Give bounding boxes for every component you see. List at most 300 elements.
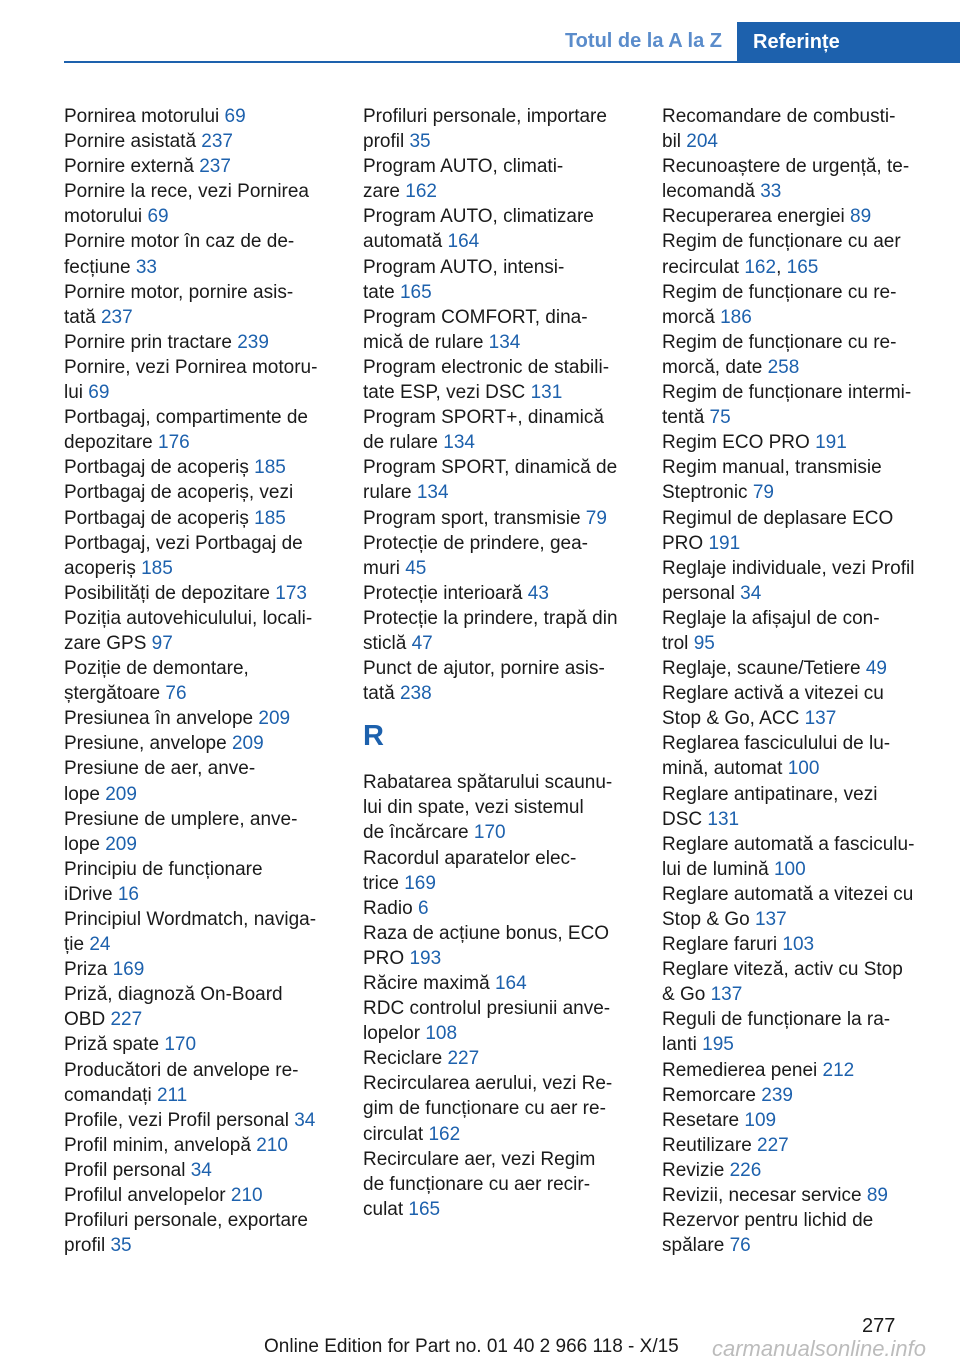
entry-text [64, 1032, 339, 1057]
entry-label: lope [64, 833, 100, 855]
page-link[interactable]: 6 [417, 897, 429, 919]
index-entry [363, 921, 638, 971]
entry-label: Pornire asistată [64, 131, 197, 153]
page-link[interactable]: 185 [141, 557, 173, 579]
entry-label: lopelor [363, 1023, 421, 1045]
index-entry [662, 1133, 940, 1158]
section-letter: R [363, 720, 384, 753]
page-link[interactable]: 76 [729, 1235, 751, 1257]
entry-text: Reglare activă a vitezei cu [662, 683, 884, 705]
page-link[interactable]: 24 [89, 934, 111, 956]
entry-label: & Go [662, 984, 706, 1006]
page-link[interactable]: 191 [815, 432, 847, 454]
page-link[interactable]: 45 [405, 557, 427, 579]
page-link[interactable]: 204 [686, 131, 718, 153]
index-column-3 [662, 104, 940, 1258]
entry-label: automată [363, 231, 443, 253]
entry-text [363, 506, 638, 531]
page-link[interactable]: 195 [702, 1034, 734, 1056]
entry-text [64, 455, 339, 480]
index-entry [363, 846, 638, 896]
page-link[interactable]: 100 [787, 758, 820, 780]
entry-text [64, 1133, 339, 1158]
entry-text [363, 946, 638, 971]
entry-text: Reglaje la afișajul de con‐ [662, 607, 880, 629]
index-entry [64, 706, 339, 731]
entry-text: Rabatarea spătarului scaunu‐ [363, 772, 613, 794]
entry-text [64, 204, 339, 229]
entry-text [662, 982, 940, 1007]
entry-text: Recircularea aerului, vezi Re‐ [363, 1073, 613, 1095]
entry-label: spălare [662, 1235, 725, 1257]
index-entry [662, 957, 940, 1007]
page-link[interactable]: 79 [752, 482, 774, 504]
index-entry [363, 531, 638, 581]
index-entry [662, 1083, 940, 1108]
entry-label: Regim ECO PRO [662, 432, 810, 454]
index-entry [363, 506, 638, 531]
entry-text [662, 932, 940, 957]
entry-text: Racordul aparatelor elec‐ [363, 847, 577, 869]
index-entry [662, 556, 940, 606]
entry-text [363, 1122, 638, 1147]
entry-label: Pornire externă [64, 156, 194, 178]
page-link[interactable]: 226 [729, 1159, 762, 1181]
entry-label: Profilul anvelopelor [64, 1185, 226, 1207]
entry-label: Profil minim, anvelopă [64, 1134, 251, 1156]
page-link[interactable]: 237 [100, 306, 133, 328]
entry-label: profil [64, 1235, 106, 1257]
index-entry [64, 1208, 339, 1258]
page-link[interactable]: 239 [761, 1084, 793, 1106]
entry-text: Raza de acțiune bonus, ECO [363, 922, 610, 944]
entry-label: tate ESP, vezi DSC [363, 382, 526, 404]
entry-text: Regim de funcționare cu re‐ [662, 331, 897, 353]
page-link[interactable]: 237 [201, 131, 233, 153]
index-entry [64, 807, 339, 857]
entry-label: lanti [662, 1034, 697, 1056]
index-entry [363, 1147, 638, 1222]
entry-text [363, 871, 638, 896]
entry-label: iDrive [64, 883, 113, 905]
index-entry [662, 1108, 940, 1133]
entry-text [662, 1032, 940, 1057]
entry-label: morcă [662, 306, 715, 328]
entry-text [363, 971, 638, 996]
page-link[interactable]: 131 [707, 808, 740, 830]
index-entry [64, 1158, 339, 1183]
entry-text: Program SPORT+, dinamică [363, 407, 604, 429]
page-link[interactable]: 209 [231, 733, 264, 755]
page-link[interactable]: 165 [408, 1198, 441, 1220]
entry-label: Revizie [662, 1159, 725, 1181]
entry-text: Program AUTO, intensi‐ [363, 256, 565, 278]
page-link[interactable]: 69 [224, 106, 246, 127]
index-entry [662, 455, 940, 505]
page-link[interactable]: 238 [399, 683, 432, 705]
entry-text [64, 255, 339, 280]
section-tab[interactable]: Totul de la A la Z [564, 30, 722, 52]
page-link[interactable]: 34 [294, 1109, 316, 1131]
entry-text [363, 430, 638, 455]
entry-label: bil [662, 131, 682, 153]
page-link[interactable]: 34 [740, 582, 762, 604]
entry-label: Program sport, transmisie [363, 507, 581, 529]
entry-text: Recunoaștere de urgență, te‐ [662, 156, 910, 178]
entry-text: de funcționare cu aer recir‐ [363, 1173, 591, 1195]
index-entry [662, 681, 940, 731]
entry-text [64, 957, 339, 982]
entry-text [662, 706, 940, 731]
entry-text: Punct de ajutor, pornire asis‐ [363, 658, 605, 680]
page-link[interactable]: 170 [164, 1034, 197, 1056]
entry-text [363, 681, 638, 706]
page-link[interactable]: 47 [411, 632, 433, 654]
entry-text [363, 1197, 638, 1222]
entry-text: Profiluri personale, importare [363, 106, 607, 127]
page-link[interactable]: 43 [527, 582, 549, 604]
entry-text [662, 656, 940, 681]
index-entry [64, 982, 339, 1032]
entry-text: Pornire la rece, vezi Pornirea [64, 181, 309, 203]
page-link[interactable]: 164 [494, 973, 527, 994]
entry-text [64, 380, 339, 405]
page-link[interactable]: 209 [105, 783, 137, 805]
entry-label: culat [363, 1198, 404, 1220]
page-link[interactable]: 210 [256, 1134, 288, 1156]
entry-label: Priză spate [64, 1034, 160, 1056]
entry-text [363, 820, 638, 845]
index-entry [363, 606, 638, 656]
index-entry [64, 229, 339, 279]
entry-text [363, 581, 638, 606]
entry-text: Poziție de demontare, [64, 658, 249, 680]
entry-text [64, 1108, 339, 1133]
page-link[interactable]: 239 [237, 331, 269, 353]
page-link[interactable]: 34 [190, 1159, 212, 1181]
index-entry [363, 255, 638, 305]
entry-text [64, 1083, 339, 1108]
index-entry [363, 154, 638, 204]
entry-text [662, 1083, 940, 1108]
entry-text: Reglare viteză, activ cu Stop [662, 959, 903, 981]
entry-label: tentă [662, 407, 705, 429]
entry-label: OBD [64, 1009, 106, 1031]
page-link[interactable]: 35 [409, 131, 431, 153]
entry-label: tate [363, 281, 395, 303]
entry-text: Program COMFORT, dina‐ [363, 306, 588, 328]
entry-text [363, 1021, 638, 1046]
entry-label: lecomandă [662, 181, 755, 203]
entry-text [64, 330, 339, 355]
index-entry [662, 832, 940, 882]
index-entry [662, 1058, 940, 1083]
page-link[interactable]: 165 [399, 281, 432, 303]
page-link[interactable]: 164 [447, 231, 480, 253]
index-entry [662, 280, 940, 330]
index-entry [662, 656, 940, 681]
page-link[interactable]: 162 [744, 256, 777, 278]
page-link[interactable]: 97 [151, 632, 173, 654]
entry-label: lui de lumină [662, 858, 769, 880]
edition-footer: Online Edition for Part no. 01 40 2 966 118 - X/15 [264, 1336, 679, 1357]
page-link[interactable]: 33 [760, 181, 782, 203]
index-entry [64, 957, 339, 982]
index-entry [363, 1071, 638, 1146]
entry-text [64, 631, 339, 656]
page-link[interactable]: 137 [804, 708, 837, 730]
entry-text: lui din spate, vezi sistemul [363, 797, 584, 819]
entry-text [662, 179, 940, 204]
page-link[interactable]: 165 [786, 256, 819, 278]
entry-text: Portbagaj de acoperiș, vezi [64, 482, 294, 504]
page-link[interactable]: 169 [112, 959, 145, 981]
index-entry [662, 1007, 940, 1057]
index-entry [662, 1208, 940, 1258]
entry-text [64, 506, 339, 531]
entry-label: circulat [363, 1123, 424, 1145]
entry-text [662, 204, 940, 229]
page-link[interactable]: 89 [866, 1185, 888, 1207]
index-entry [64, 731, 339, 756]
entry-text [64, 154, 339, 179]
entry-label: Reglare faruri [662, 934, 778, 956]
entry-text: Protecție la prindere, trapă din [363, 607, 618, 629]
entry-text [662, 355, 940, 380]
entry-label: Reutilizare [662, 1134, 752, 1156]
page-link[interactable]: 227 [110, 1009, 143, 1031]
entry-text [363, 896, 638, 921]
page-link[interactable]: 237 [199, 156, 231, 178]
page-link[interactable]: 137 [754, 909, 787, 930]
entry-text [363, 280, 638, 305]
page-link[interactable]: 191 [708, 532, 741, 554]
index-entry [64, 907, 339, 957]
entry-text: Reglare antipatinare, vezi [662, 783, 878, 805]
entry-label: zare [363, 181, 400, 203]
page-link[interactable]: 33 [135, 256, 157, 278]
entry-label: Portbagaj de acoperiș [64, 457, 249, 479]
index-entry [662, 204, 940, 229]
entry-text [64, 581, 339, 606]
page-link[interactable]: 89 [850, 206, 872, 228]
index-entry [64, 405, 339, 455]
page-link[interactable]: 227 [447, 1048, 480, 1070]
entry-text: Rezervor pentru lichid de [662, 1210, 874, 1232]
entry-label: Resetare [662, 1109, 740, 1131]
page-link[interactable]: 185 [254, 457, 286, 479]
entry-label: Pornirea motorului [64, 106, 220, 127]
page-link[interactable]: 258 [767, 356, 800, 378]
entry-text: Priză, diagnoză On-Board [64, 984, 283, 1006]
page-link[interactable]: 16 [117, 883, 139, 905]
entry-label: Reciclare [363, 1048, 443, 1070]
index-entry [363, 355, 638, 405]
index-entry [64, 355, 339, 405]
index-entry [64, 1183, 339, 1208]
page-link[interactable]: 49 [865, 658, 887, 680]
entry-label: fecțiune [64, 256, 131, 278]
entry-text [662, 480, 940, 505]
entry-text [64, 1183, 339, 1208]
entry-text [662, 807, 940, 832]
page-link[interactable]: 210 [230, 1185, 263, 1207]
page-link[interactable]: 100 [773, 858, 806, 880]
page-link[interactable]: 131 [530, 382, 563, 404]
page-link[interactable]: 109 [744, 1109, 777, 1131]
index-entry [363, 770, 638, 845]
entry-text [363, 380, 638, 405]
index-entry [363, 996, 638, 1046]
entry-text: Program AUTO, climati‐ [363, 156, 564, 178]
entry-text [662, 756, 940, 781]
page-link[interactable]: 103 [782, 934, 815, 956]
index-entry [363, 104, 638, 154]
page-number: 277 [862, 1315, 896, 1337]
index-entry [662, 330, 940, 380]
entry-label: Răcire maximă [363, 973, 490, 994]
page-link[interactable]: 212 [822, 1059, 855, 1081]
entry-text: RDC controlul presiunii anve‐ [363, 998, 611, 1020]
page-link[interactable]: 162 [428, 1123, 461, 1145]
page-link[interactable]: 173 [275, 582, 307, 604]
entry-label: profil [363, 131, 405, 153]
page-link[interactable]: 211 [156, 1084, 188, 1106]
page-link[interactable]: 79 [585, 507, 607, 529]
entry-label: Priza [64, 959, 108, 981]
page-link[interactable]: 170 [473, 822, 506, 844]
page-link[interactable]: 134 [416, 482, 449, 504]
watermark: carmanualsonline.info [712, 1336, 927, 1361]
entry-text: Reglaje individuale, vezi Profil [662, 557, 915, 579]
index-entry [363, 656, 638, 706]
index-entry [662, 506, 940, 556]
entry-text [64, 305, 339, 330]
page-link[interactable]: 95 [693, 632, 715, 654]
page-link[interactable]: 108 [425, 1023, 458, 1045]
page-link[interactable]: 169 [404, 872, 436, 894]
entry-text: Poziția autovehiculului, locali‐ [64, 607, 313, 629]
page-link[interactable]: 134 [488, 331, 521, 353]
entry-label: Portbagaj de acoperiș [64, 507, 249, 529]
entry-label: Profil personal [64, 1159, 186, 1181]
index-entry [64, 154, 339, 179]
entry-label: morcă, date [662, 356, 763, 378]
entry-text: recirculat 162, 165 [662, 256, 819, 278]
page-link[interactable]: 162 [405, 181, 437, 203]
page-link[interactable]: 186 [720, 306, 752, 328]
index-entry [64, 606, 339, 656]
active-section-tab[interactable]: Referințe [737, 22, 960, 62]
entry-text [662, 1058, 940, 1083]
index-entry [363, 204, 638, 254]
entry-label: recirculat [662, 256, 740, 278]
page-link[interactable]: 75 [709, 407, 731, 429]
index-entry [662, 430, 940, 455]
index-entry [363, 1046, 638, 1071]
page-link[interactable]: 134 [443, 432, 475, 454]
page-link[interactable]: 176 [158, 432, 190, 454]
entry-label: Presiune, anvelope [64, 733, 227, 755]
page-link[interactable]: 227 [757, 1134, 789, 1156]
entry-text [363, 1046, 638, 1071]
index-entry [64, 857, 339, 907]
index-entry [662, 380, 940, 430]
page-link[interactable]: 76 [165, 683, 187, 705]
entry-label: Presiunea în anvelope [64, 708, 254, 730]
entry-text [662, 1133, 940, 1158]
page-link[interactable]: 69 [147, 206, 169, 228]
entry-text: Program AUTO, climatizare [363, 206, 594, 228]
entry-label: ție [64, 934, 85, 956]
index-entry [64, 480, 339, 530]
entry-text [363, 179, 638, 204]
entry-label: lope [64, 783, 100, 805]
entry-text: Portbagaj, vezi Portbagaj de [64, 532, 303, 554]
entry-text: Reguli de funcționare la ra‐ [662, 1009, 891, 1031]
entry-text: Regimul de deplasare ECO [662, 507, 894, 529]
entry-text [662, 907, 940, 932]
index-entry [64, 280, 339, 330]
index-entry [363, 896, 638, 921]
page-link[interactable]: 193 [409, 947, 442, 969]
index-entry [64, 1032, 339, 1057]
entry-label: Profile, vezi Profil personal [64, 1109, 289, 1131]
entry-text: Regim manual, transmisie [662, 457, 882, 479]
entry-text [64, 782, 339, 807]
index-entry [64, 581, 339, 606]
page-link[interactable]: 209 [105, 833, 137, 855]
page-link[interactable]: 185 [254, 507, 286, 529]
page-link[interactable]: 137 [710, 984, 743, 1006]
entry-label: zare GPS [64, 632, 147, 654]
entry-text: Program electronic de stabili‐ [363, 356, 610, 378]
entry-text [64, 1158, 339, 1183]
entry-text [64, 681, 339, 706]
entry-text: Regim de funcționare intermi‐ [662, 382, 912, 404]
page-link[interactable]: 69 [88, 382, 110, 404]
entry-text: Reglare automată a vitezei cu [662, 883, 914, 905]
entry-label: Pornire prin tractare [64, 331, 232, 353]
index-entry [662, 882, 940, 932]
index-entry [662, 731, 940, 781]
entry-text [64, 706, 339, 731]
entry-label: Stop & Go, ACC [662, 708, 800, 730]
entry-label: muri [363, 557, 400, 579]
entry-label: de rulare [363, 432, 438, 454]
entry-label: Steptronic [662, 482, 748, 504]
entry-text: Recirculare aer, vezi Regim [363, 1148, 596, 1170]
entry-label: Radio [363, 897, 413, 919]
entry-label: trol [662, 632, 689, 654]
entry-label: PRO [662, 532, 704, 554]
entry-text: Presiune de aer, anve‐ [64, 758, 256, 780]
entry-label: Stop & Go [662, 909, 750, 930]
page-link[interactable]: 209 [258, 708, 291, 730]
entry-text: Producători de anvelope re‐ [64, 1059, 299, 1081]
entry-label: Posibilități de depozitare [64, 582, 270, 604]
entry-text: Pornire motor în caz de de‐ [64, 231, 295, 253]
entry-label: Protecție interioară [363, 582, 523, 604]
page-link[interactable]: 35 [110, 1235, 132, 1257]
index-entry [363, 971, 638, 996]
entry-text: Portbagaj, compartimente de [64, 407, 308, 429]
entry-label: acoperiș [64, 557, 136, 579]
entry-text: Profiluri personale, exportare [64, 1210, 308, 1232]
entry-label: ștergătoare [64, 683, 161, 705]
index-entry [662, 104, 940, 154]
index-column-1 [64, 104, 339, 1258]
